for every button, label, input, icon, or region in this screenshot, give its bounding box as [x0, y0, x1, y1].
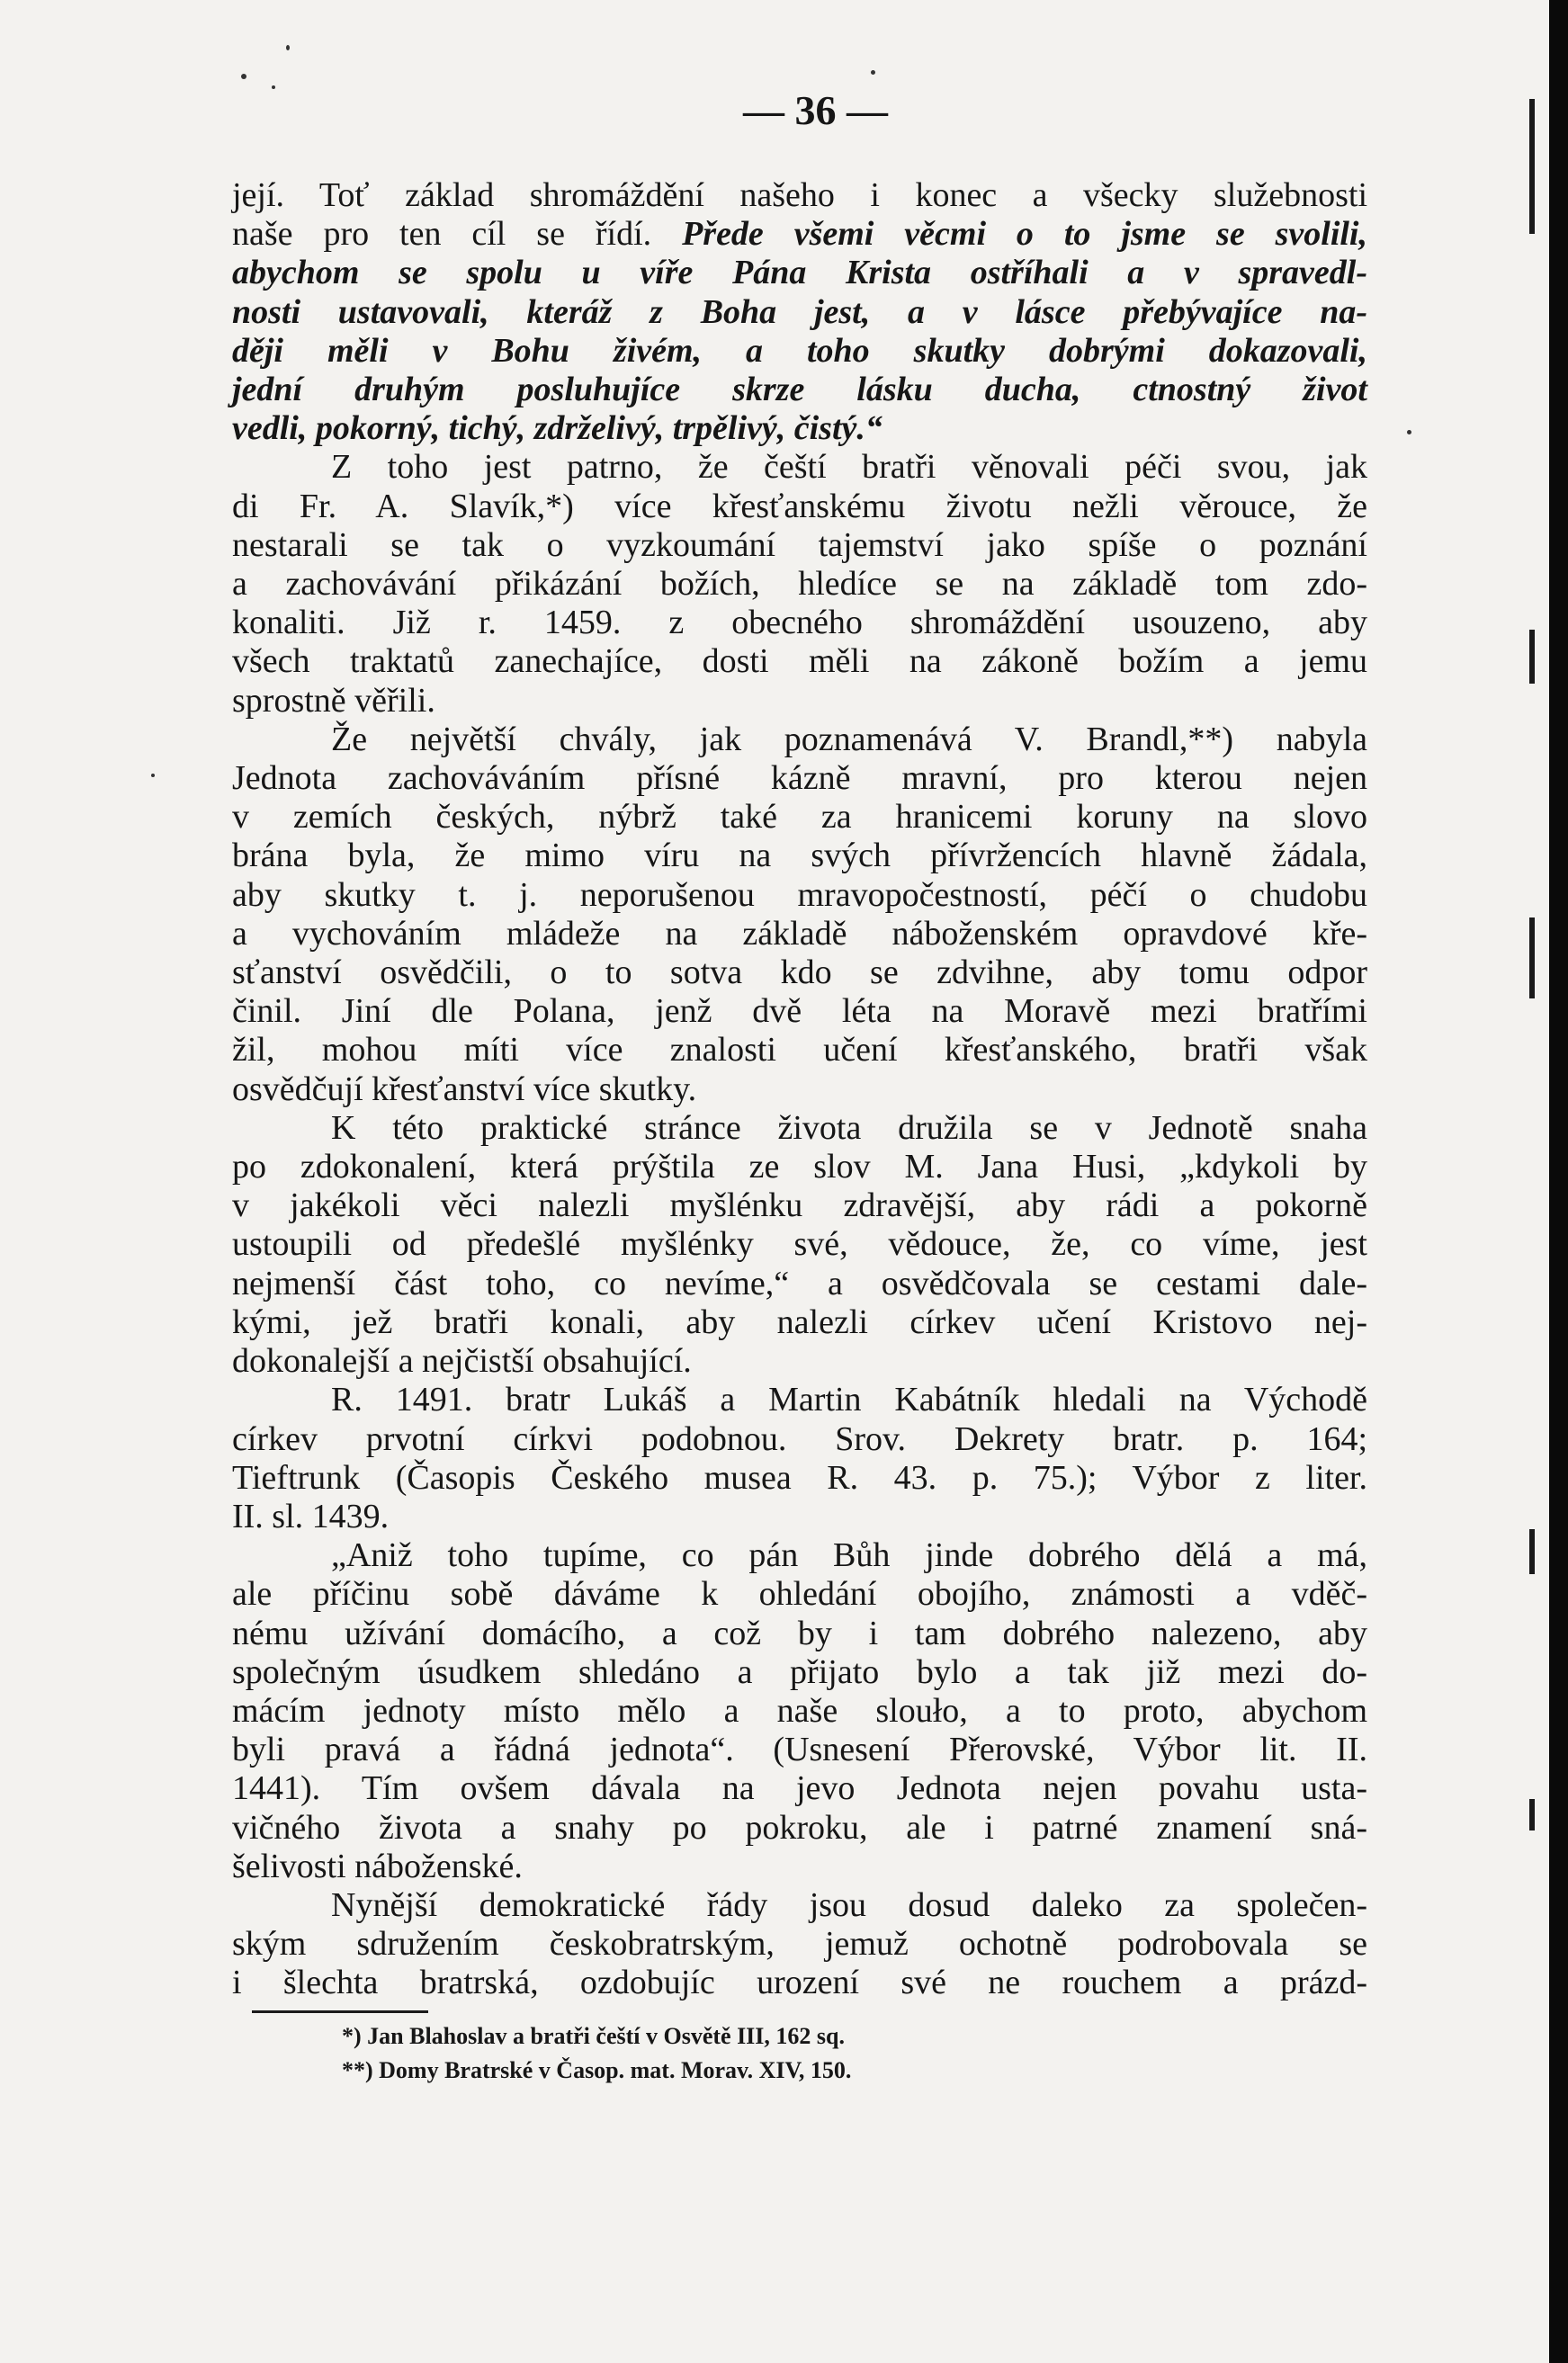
- scan-edge: [1549, 0, 1568, 2363]
- scan-mark: [1529, 917, 1535, 998]
- line-text: a vychováním mládeže na základě náboženském opravdové kře-: [232, 914, 1367, 953]
- line-text: ským sdružením českobratrským, jemuž ochotně podrobovala se: [232, 1925, 1367, 1964]
- line-text: Nynější demokratické řády jsou dosud daleko za společen-: [331, 1885, 1367, 1924]
- text-line: [232, 254, 1367, 292]
- line-italic-text: Přede všemi věcmi o to jsme se svolili,: [682, 215, 1367, 254]
- line-text: Jednota zachováváním přísné kázně mravní, pro kterou nejen: [232, 759, 1367, 798]
- scan-speck: [1407, 430, 1411, 434]
- scan-speck: [241, 74, 246, 79]
- paragraph: [232, 1886, 1367, 2003]
- body-text: [232, 176, 1367, 2003]
- text-line: [232, 759, 1367, 798]
- text-line: [232, 837, 1367, 875]
- text-line: [232, 1653, 1367, 1692]
- scan-mark: [1529, 630, 1535, 684]
- line-text: II. sl. 1439.: [232, 1497, 390, 1535]
- line-text: kými, jež bratři konali, aby nalezli církev učení Kristovo nej-: [232, 1302, 1367, 1341]
- line-text: K této praktické stránce života družila se v Jednotě snaha: [331, 1108, 1367, 1147]
- line-text: po zdokonalení, která prýštila ze slov M. Jana Husi, „kdykoli by: [232, 1148, 1367, 1186]
- scan-speck: [286, 45, 290, 50]
- text-line: [232, 1848, 1367, 1886]
- line-text: žil, mohou míti více znalosti učení křesťanského, bratři však: [232, 1031, 1367, 1070]
- text-line: [232, 1615, 1367, 1653]
- text-line: [232, 798, 1367, 837]
- line-text: „Aniž toho tupíme, co pán Bůh jinde dobrého dělá a má,: [331, 1536, 1367, 1575]
- text-line: [232, 1186, 1367, 1225]
- text-line: [232, 1731, 1367, 1769]
- line-text: di Fr. A. Slavík,*) více křesťanskému životu nežli věrouce, že: [232, 487, 1367, 525]
- line-text: šelivosti náboženské.: [232, 1847, 523, 1885]
- text-line: [232, 1809, 1367, 1848]
- text-line: [232, 1031, 1367, 1070]
- line-italic-text: jední druhým posluhujíce skrze lásku ducha, ctnostný život: [232, 371, 1367, 409]
- text-line: [232, 1342, 1367, 1381]
- line-text: sťanství osvědčili, o to sotva kdo se zdvihne, aby tomu odpor: [232, 953, 1367, 992]
- paragraph: [232, 1536, 1367, 1886]
- line-italic-text: abychom se spolu u víře Pána Krista ostříhali a v spravedl-: [232, 254, 1367, 292]
- footnote-rule: [252, 2010, 428, 2013]
- text-line: [232, 565, 1367, 604]
- text-line: [232, 1381, 1367, 1419]
- line-italic-text: ději měli v Bohu živém, a toho skutky dobrými dokazovali,: [232, 331, 1367, 370]
- line-text: byli pravá a řádná jednota“. (Usnesení Přerovské, Výbor lit. II.: [232, 1731, 1367, 1769]
- line-text: 1441). Tím ovšem dávala na jevo Jednota nejen povahu usta-: [232, 1769, 1367, 1808]
- line-text: nému užívání domácího, a což by i tam dobrého nalezeno, aby: [232, 1614, 1367, 1652]
- text-line: [232, 1498, 1367, 1536]
- line-text: všech traktatů zanechajíce, dosti měli na zákoně božím a jemu: [232, 642, 1367, 681]
- line-text: konaliti. Již r. 1459. z obecného shromáždění usouzeno, aby: [232, 604, 1367, 642]
- paragraph: [232, 176, 1367, 448]
- line-text: Že největší chvály, jak poznamenává V. Brandl,**) nabyla: [331, 720, 1367, 758]
- text-line: [232, 604, 1367, 642]
- line-text: v zemích českých, nýbrž také za hranicemi koruny na slovo: [232, 798, 1367, 837]
- text-line: [232, 1459, 1367, 1498]
- text-line: [232, 448, 1367, 487]
- text-line: [232, 1225, 1367, 1264]
- text-line: [232, 176, 1367, 215]
- text-line: [232, 1536, 1367, 1575]
- text-line: [232, 1420, 1367, 1459]
- line-text: sprostně věřili.: [232, 681, 435, 720]
- line-text: R. 1491. bratr Lukáš a Martin Kabátník hledali na Východě: [331, 1381, 1367, 1419]
- paragraph: [232, 721, 1367, 1109]
- page-number: — 36 —: [743, 87, 888, 133]
- scan-speck: [871, 70, 875, 75]
- scan-mark: [1529, 1529, 1535, 1574]
- line-text: církev prvotní církvi podobnou. Srov. Dekrety bratr. p. 164;: [232, 1419, 1367, 1458]
- text-line: [232, 332, 1367, 371]
- line-text: aby skutky t. j. neporušenou mravopočestností, péčí o chudobu: [232, 875, 1367, 914]
- line-text: brána byla, že mimo víru na svých přívržencích hlavně žádala,: [232, 837, 1367, 875]
- text-line: [232, 409, 1367, 448]
- paragraph: [232, 448, 1367, 720]
- text-line: [232, 1886, 1367, 1925]
- line-text: ustoupili od předešlé myšlénky své, vědouce, že, co víme, jest: [232, 1225, 1367, 1264]
- text-line: [232, 1265, 1367, 1303]
- text-line: [232, 642, 1367, 681]
- paragraph: [232, 1381, 1367, 1536]
- text-line: [232, 876, 1367, 915]
- text-line: [232, 1070, 1367, 1109]
- text-line: [232, 721, 1367, 759]
- text-line: [232, 992, 1367, 1031]
- text-line: [232, 1148, 1367, 1186]
- text-line: [232, 488, 1367, 526]
- line-italic-text: vedli, pokorný, tichý, zdrželivý, trpělivý, čistý.“: [232, 409, 883, 448]
- paragraph: [232, 1109, 1367, 1381]
- line-text: a zachovávání přikázání božích, hledíce se na základě tom zdo-: [232, 565, 1367, 604]
- line-text: v jakékoli věci nalezli myšlénku zdravější, aby rádi a pokorně: [232, 1186, 1367, 1225]
- text-line: [232, 293, 1367, 332]
- footnote-2: **) Domy Bratrské v Časop. mat. Morav. XIV, 150.: [342, 2057, 852, 2083]
- line-text: osvědčují křesťanství více skutky.: [232, 1070, 697, 1108]
- text-line: [232, 1109, 1367, 1148]
- text-line: [232, 953, 1367, 992]
- line-text: její. Toť základ shromáždění našeho i konec a všecky služebnosti: [232, 176, 1367, 214]
- footnotes: [342, 2019, 1151, 2088]
- line-text: nestarali se tak o vyzkoumání tajemství jako spíše o poznání: [232, 525, 1367, 564]
- text-line: [232, 1692, 1367, 1731]
- line-text: Z toho jest patrno, že čeští bratři věnovali péči svou, jak: [331, 448, 1367, 487]
- text-line: [232, 915, 1367, 953]
- line-text: mácím jednoty místo mělo a naše slouło, a to proto, abychom: [232, 1691, 1367, 1730]
- line-text: Tieftrunk (Časopis Českého musea R. 43. p. 75.); Výbor z liter.: [232, 1458, 1367, 1497]
- text-line: [232, 1925, 1367, 1964]
- line-text: nejmenší část toho, co nevíme,“ a osvědčovala se cestami dale-: [232, 1264, 1367, 1302]
- text-line: [232, 1769, 1367, 1808]
- text-line: [232, 371, 1367, 409]
- text-line: [232, 526, 1367, 565]
- line-text: naše pro ten cíl se řídí.: [232, 215, 683, 254]
- text-line: [232, 1575, 1367, 1614]
- line-italic-text: nosti ustavovali, kteráž z Boha jest, a v lásce přebývajíce na-: [232, 292, 1367, 331]
- line-text: ale příčinu sobě dáváme k ohledání obojího, známosti a vděč-: [232, 1575, 1367, 1614]
- scan-mark: [1529, 1799, 1535, 1830]
- text-line: [232, 1964, 1367, 2002]
- text-line: [232, 682, 1367, 721]
- line-text: společným úsudkem shledáno a přijato bylo a tak již mezi do-: [232, 1652, 1367, 1691]
- line-text: dokonalejší a nejčistší obsahující.: [232, 1342, 692, 1381]
- text-line: [232, 215, 1367, 254]
- footnote-1: *) Jan Blahoslav a bratři čeští v Osvětě III, 162 sq.: [342, 2023, 845, 2049]
- line-text: činil. Jiní dle Polana, jenž dvě léta na Moravě mezi bratřími: [232, 992, 1367, 1031]
- line-text: vičného života a snahy po pokroku, ale i patrné znamení sná-: [232, 1808, 1367, 1847]
- scan-speck: [151, 774, 155, 777]
- line-text: i šlechta bratrská, ozdobujíc urození své ne rouchem a prázd-: [232, 1964, 1367, 2002]
- text-line: [232, 1303, 1367, 1342]
